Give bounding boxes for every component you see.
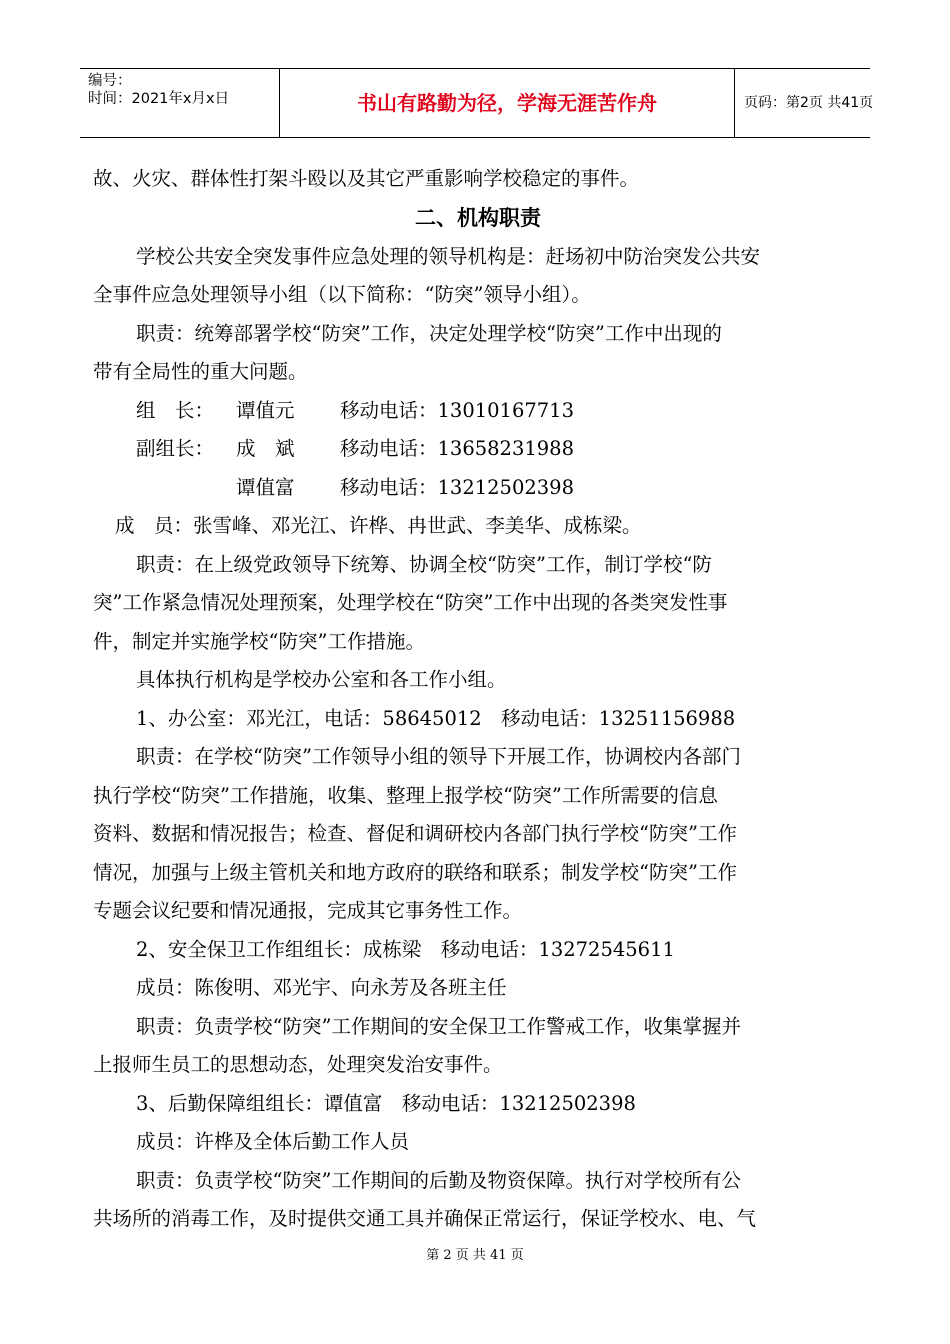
paragraph-line: 职责：在上级党政领导下统筹、协调全校“防突”工作，制订学校“防 [136,552,712,576]
paragraph-line: 专题会议纪要和情况通报，完成其它事务性工作。 [93,899,523,922]
phone-number: 移动电话：13212502398 [340,475,574,499]
paragraph-line: 上报师生员工的思想动态，处理突发治安事件。 [93,1053,503,1076]
role-label: 副组长： [136,437,215,460]
paragraph-line: 具体执行机构是学校办公室和各工作小组。 [136,668,507,691]
group-head-line: 2、安全保卫工作组组长：成栋梁 移动电话：13272545611 [136,937,675,961]
phone-number: 移动电话：13658231988 [340,437,574,460]
office-line: 1、办公室：邓光江，电话：58645012 移动电话：13251156988 [136,706,736,730]
paragraph-line: 情况，加强与上级主管机关和地方政府的联络和联系；制发学校“防突”工作 [93,860,737,884]
page-footer: 第 2 页 共 41 页 [426,1248,524,1263]
group-members-line: 成员：许桦及全体后勤工作人员 [136,1130,410,1153]
header-motto: 书山有路勤为径，学海无涯苦作舟 [280,69,735,137]
leader-row [93,392,863,431]
paragraph-line: 职责：负责学校“防突”工作期间的安全保卫工作警戒工作，收集掌握并 [136,1014,741,1038]
person-name: 成 斌 [236,437,295,460]
page-header [80,68,874,138]
deputy-row [93,469,863,508]
group-head-line: 3、后勤保障组组长：谭值富 移动电话：13212502398 [136,1091,636,1115]
paragraph-line: 资料、数据和情况报告；检查、督促和调研校内各部门执行学校“防突”工作 [93,822,737,845]
paragraph-line: 突”工作紧急情况处理预案，处理学校在“防突”工作中出现的各类突发性事 [93,591,728,614]
paragraph-line: 带有全局性的重大问题。 [93,360,308,383]
role-label: 组 长： [136,398,215,422]
phone-number: 移动电话：13010167713 [340,398,574,422]
members-line: 成 员：张雪峰、邓光江、许桦、冉世武、李美华、成栋梁。 [115,514,642,537]
document-number: 编号： [88,73,132,89]
paragraph-line: 执行学校“防突”工作措施，收集、整理上报学校“防突”工作所需要的信息 [93,783,718,807]
document-date: 时间：2021年x月x日 [88,91,230,107]
deputy-row [93,430,863,469]
header-meta-cell [80,69,280,137]
section-title: 二、机构职责 [415,205,541,230]
group-members-line: 成员：陈俊明、邓光宇、向永芳及各班主任 [136,976,507,999]
person-name: 谭值元 [236,398,295,422]
paragraph-line: 职责：负责学校“防突”工作期间的后勤及物资保障。执行对学校所有公 [136,1168,741,1192]
paragraph-line: 共场所的消毒工作，及时提供交通工具并确保正常运行，保证学校水、电、气 [93,1207,757,1230]
document-body [93,160,863,1239]
paragraph-line: 职责：在学校“防突”工作领导小组的领导下开展工作，协调校内各部门 [136,745,741,768]
paragraph-line: 学校公共安全突发事件应急处理的领导机构是：赶场初中防治突发公共安 [136,244,761,268]
paragraph-line: 职责：统筹部署学校“防突”工作，决定处理学校“防突”工作中出现的 [136,321,722,345]
header-page-number: 页码：第2页 共41页 [744,95,874,111]
person-name: 谭值富 [236,475,295,499]
paragraph-line: 全事件应急处理领导小组（以下简称：“防突”领导小组）。 [93,283,591,306]
paragraph-line: 件，制定并实施学校“防突”工作措施。 [93,629,425,653]
paragraph-continuation: 故、火灾、群体性打架斗殴以及其它严重影响学校稳定的事件。 [93,167,640,190]
